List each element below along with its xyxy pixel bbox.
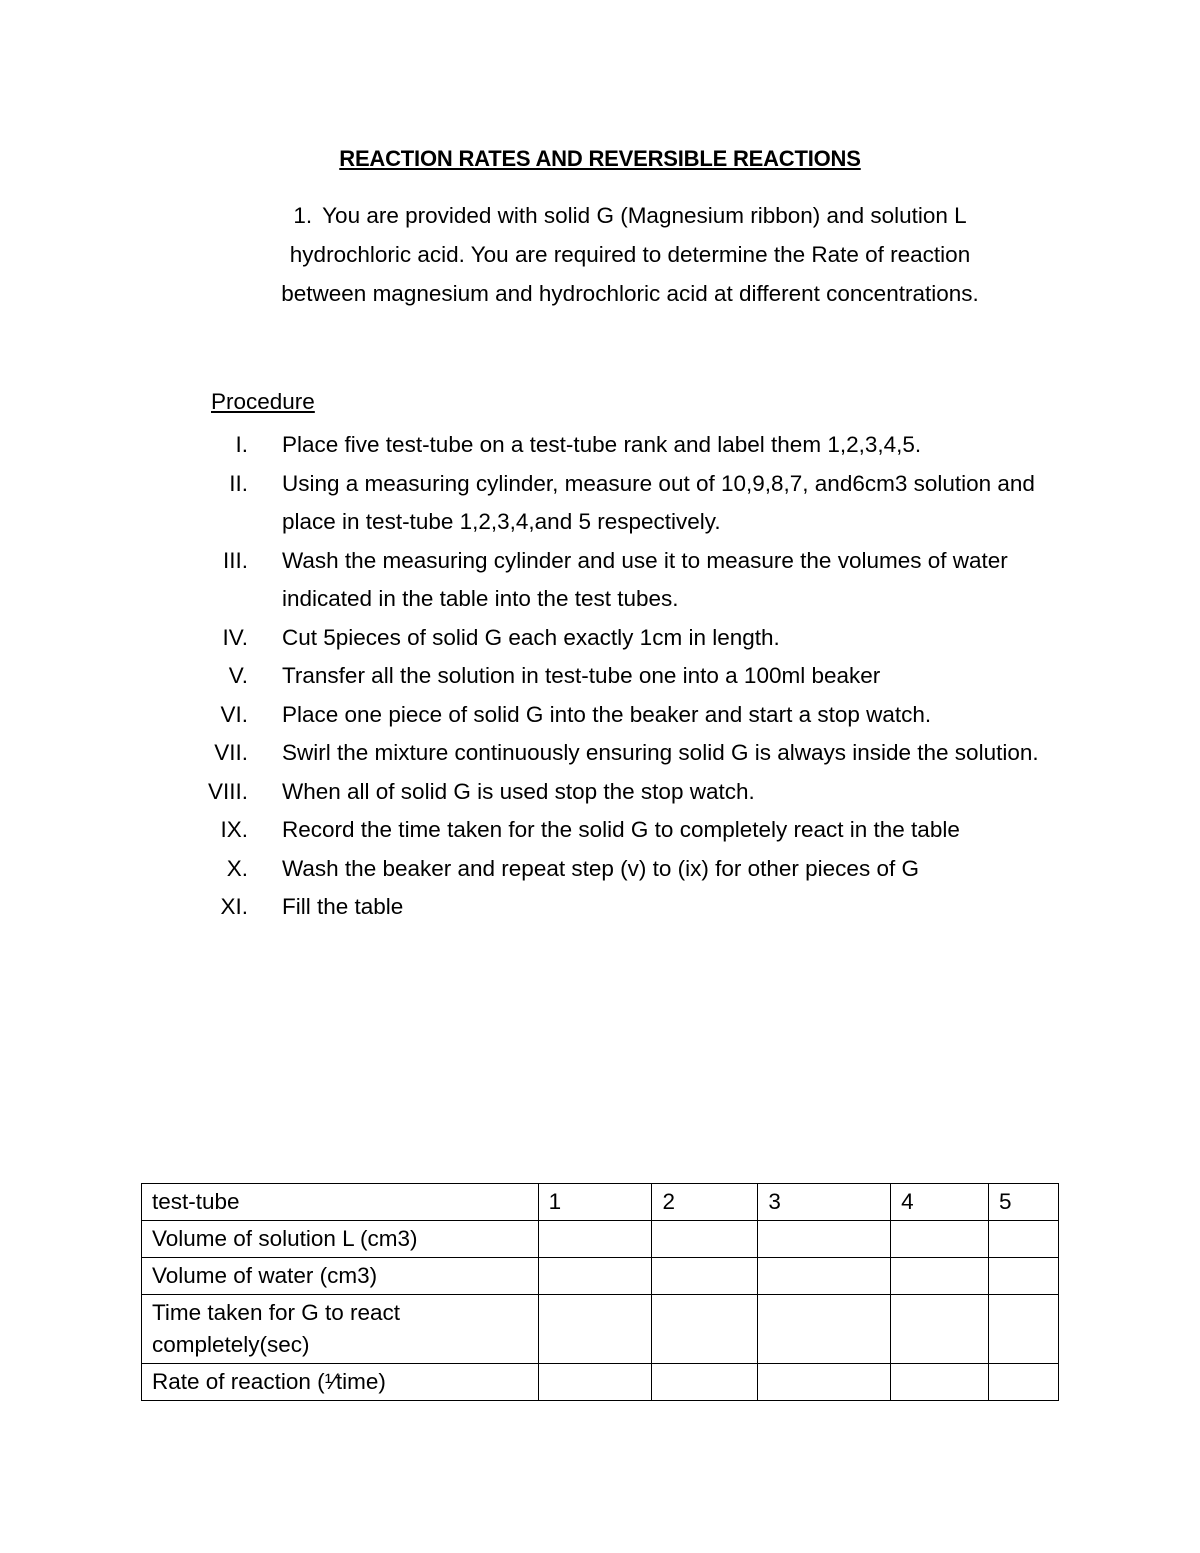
step-text: Fill the table [282,894,404,919]
question-1 [200,196,1060,313]
question-line-3: between magnesium and hydrochloric acid at different concentrations. [281,281,979,306]
step-text: Record the time taken for the solid G to completely react in the table [282,817,960,842]
table-row [142,1295,1059,1364]
row-label: Volume of water (cm3) [142,1258,539,1295]
step-numeral: V. [228,663,248,688]
table-cell [891,1364,989,1401]
step-numeral: VIII. [207,778,248,804]
table-row [142,1364,1059,1401]
step-text: Transfer all the solution in test-tube one into a 100ml beaker [282,663,881,688]
step-numeral: VI. [220,701,248,727]
results-table [141,1183,1059,1401]
procedure-step [160,850,1060,889]
step-numeral: X. [226,855,248,881]
table-cell [652,1295,758,1364]
procedure-step [160,619,1060,658]
table-header-cell: 1 [538,1184,652,1221]
procedure-step [160,426,1060,465]
step-text: Place one piece of solid G into the beaker and start a stop watch. [282,701,932,727]
table-cell [758,1295,891,1364]
procedure-step [160,657,1060,696]
table-cell [538,1364,652,1401]
step-numeral: VII. [214,740,248,765]
procedure-steps [160,426,1060,927]
table-cell [891,1258,989,1295]
table-cell [989,1364,1059,1401]
step-text: When all of solid G is used stop the stop watch. [282,778,755,804]
procedure-step [160,696,1060,735]
row-label: Volume of solution L (cm3) [142,1221,539,1258]
procedure-step [160,465,1060,542]
procedure-step [160,734,1060,773]
table-cell [758,1364,891,1401]
step-text: Using a measuring cylinder, measure out of 10,9,8,7, and6cm3 solution and place in test-tube 1,2,3,4,and 5 respectively. [282,470,1035,534]
procedure-step [160,811,1060,850]
table-header-cell: 2 [652,1184,758,1221]
table-cell [989,1295,1059,1364]
table-header-cell: 5 [989,1184,1059,1221]
table-cell [989,1221,1059,1258]
table-cell [652,1364,758,1401]
procedure-step [160,888,1060,927]
table-cell [758,1221,891,1258]
row-label: Time taken for G to react completely(sec) [142,1295,539,1364]
step-text: Wash the measuring cylinder and use it to measure the volumes of water indicated in the table into the test tubes. [282,547,1008,611]
table-cell [538,1258,652,1295]
step-numeral: I. [235,432,248,457]
question-line-2: hydrochloric acid. You are required to determine the Rate of reaction [289,242,971,267]
table-cell [652,1221,758,1258]
table-cell [538,1295,652,1364]
step-numeral: IX. [220,817,248,842]
step-text: Cut 5pieces of solid G each exactly 1cm in length. [282,624,780,650]
step-text: Place five test-tube on a test-tube rank and label them 1,2,3,4,5. [282,432,922,457]
table-cell [989,1258,1059,1295]
page-title: REACTION RATES AND REVERSIBLE REACTIONS [339,146,861,171]
table-cell [538,1221,652,1258]
table-header-row [142,1184,1059,1221]
question-number: 1. [293,203,313,228]
table-header-cell: test-tube [142,1184,539,1221]
table-cell [891,1295,989,1364]
table-row [142,1221,1059,1258]
step-text: Wash the beaker and repeat step (v) to (ix) for other pieces of G [282,855,919,881]
table-cell [891,1221,989,1258]
step-numeral: II. [229,470,248,496]
question-line-1: 1. You are provided with solid G (Magnesium ribbon) and solution L [293,203,967,228]
step-numeral: IV. [222,624,248,650]
step-numeral: III. [222,547,248,573]
table-row [142,1258,1059,1295]
procedure-step [160,542,1060,619]
table-cell [652,1258,758,1295]
row-label: Rate of reaction (¹⁄time) [142,1364,539,1401]
step-numeral: XI. [220,894,248,919]
table-header-cell: 3 [758,1184,891,1221]
table-header-cell: 4 [891,1184,989,1221]
procedure-step [160,773,1060,812]
table-cell [758,1258,891,1295]
step-text: Swirl the mixture continuously ensuring solid G is always inside the solution. [282,740,1039,765]
procedure-heading: Procedure [211,389,315,414]
